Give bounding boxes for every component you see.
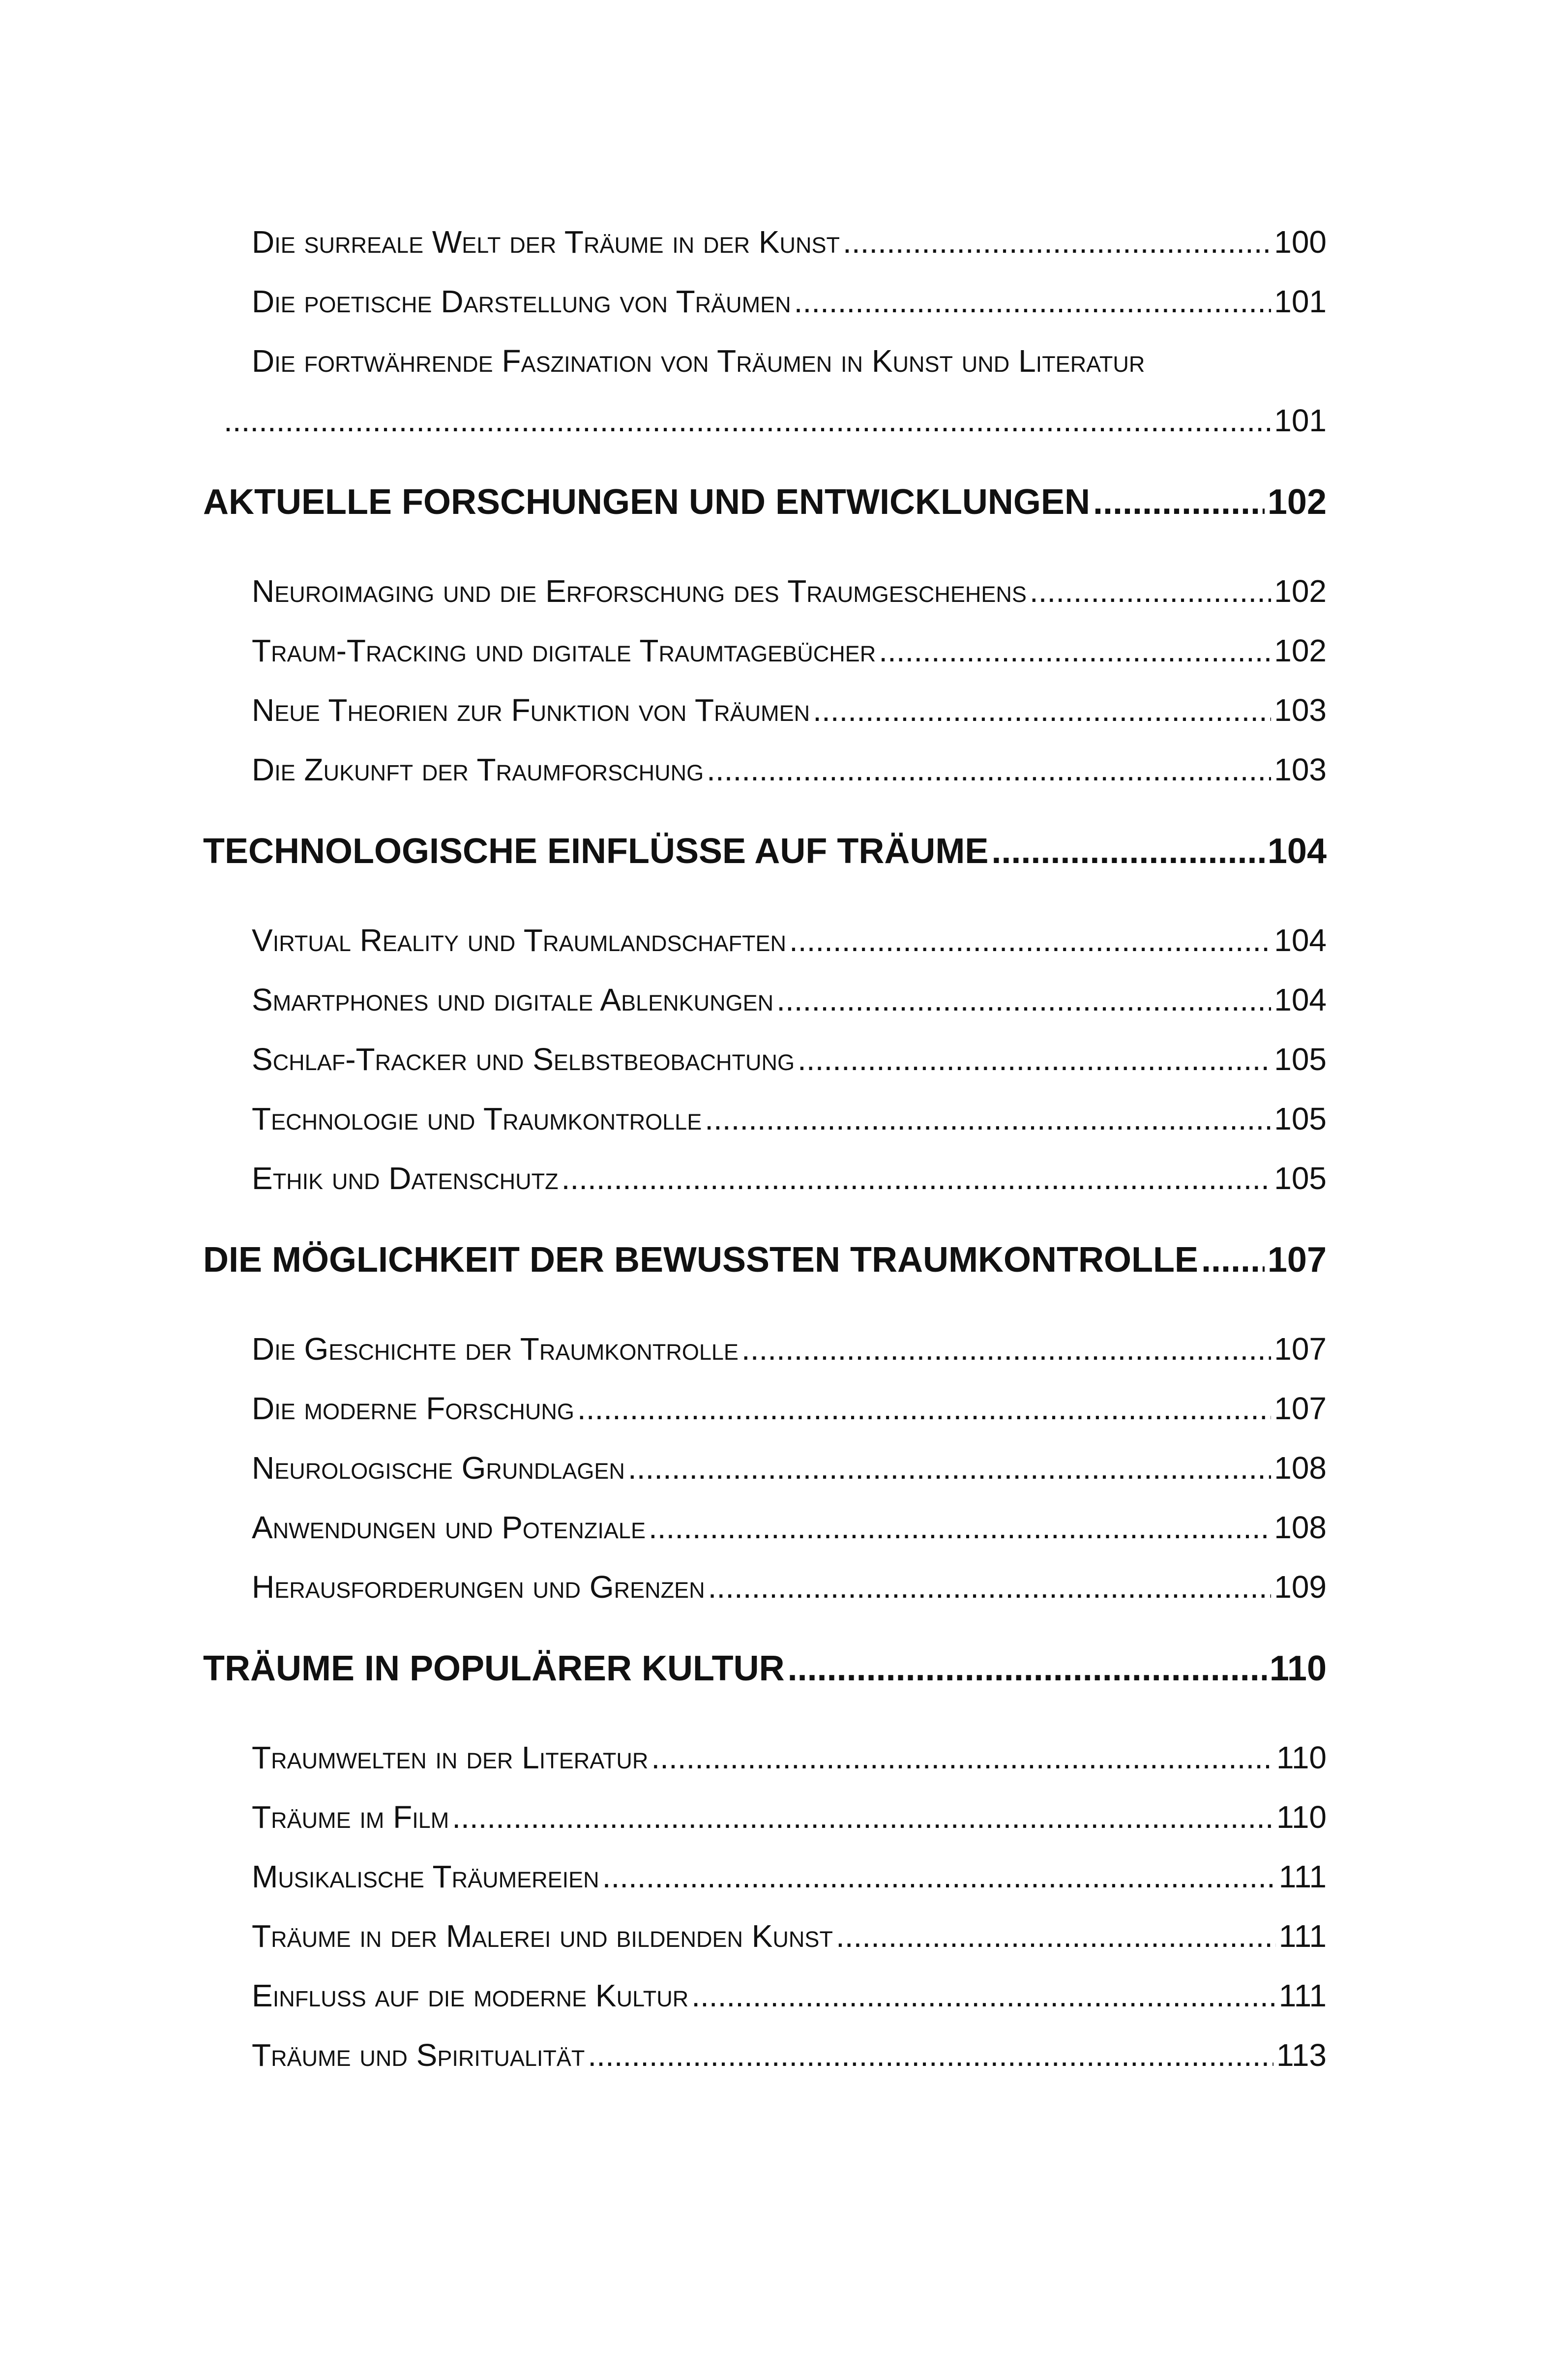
toc-entry[interactable] — [252, 632, 1327, 669]
dot-leader — [794, 283, 1272, 320]
toc-entry[interactable] — [252, 1858, 1327, 1895]
toc-chapter-page: 104 — [1267, 832, 1327, 871]
dot-leader — [651, 1739, 1273, 1776]
toc-entry-page: 109 — [1274, 1569, 1327, 1605]
toc-entry[interactable] — [252, 751, 1327, 788]
toc-entry-title: Schlaf-Tracker und Selbstbeobachtung — [252, 1042, 795, 1077]
toc-entry-page: 108 — [1274, 1510, 1327, 1545]
toc-entry[interactable] — [252, 692, 1327, 728]
toc-entry[interactable] — [252, 1799, 1327, 1835]
toc-entry[interactable] — [252, 1331, 1327, 1367]
dot-leader — [798, 1041, 1271, 1077]
toc-chapter[interactable] — [203, 482, 1327, 522]
toc-entry-title: Die moderne Forschung — [252, 1391, 574, 1426]
toc-entry[interactable] — [224, 402, 1327, 439]
toc-entry-title: Musikalische Träumereien — [252, 1859, 599, 1894]
toc-entry-page: 110 — [1276, 1799, 1327, 1835]
dot-leader — [776, 982, 1271, 1018]
toc-chapter-page: 110 — [1269, 1649, 1327, 1688]
toc-entry-page: 103 — [1274, 692, 1327, 728]
toc-chapter-title: DIE MÖGLICHKEIT DER BEWUSSTEN TRAUMKONTROLLE — [203, 1240, 1198, 1280]
toc-entry-page: 113 — [1276, 2037, 1327, 2073]
toc-entry-page: 110 — [1276, 1740, 1327, 1775]
toc-entry-title: Die poetische Darstellung von Träumen — [252, 284, 791, 319]
toc-entry[interactable] — [252, 1101, 1327, 1137]
toc-entry-page: 108 — [1274, 1450, 1327, 1486]
dot-leader — [452, 1799, 1273, 1835]
toc-chapter-title: AKTUELLE FORSCHUNGEN UND ENTWICKLUNGEN — [203, 482, 1090, 522]
toc-entry-page: 104 — [1274, 982, 1327, 1017]
toc-chapter-title: TECHNOLOGISCHE EINFLÜSSE AUF TRÄUME — [203, 832, 989, 871]
dot-leader — [588, 2037, 1273, 2073]
toc-chapter[interactable] — [203, 831, 1327, 871]
toc-entry-title: Neue Theorien zur Funktion von Träumen — [252, 692, 810, 728]
toc-entry-title: Die Geschichte der Traumkontrolle — [252, 1331, 739, 1367]
toc-entry-title: Träume in der Malerei und bildenden Kunst — [252, 1918, 833, 1954]
toc-entry-title: Smartphones und digitale Ablenkungen — [252, 982, 774, 1017]
toc-entry[interactable] — [252, 982, 1327, 1018]
toc-entry-page: 102 — [1274, 633, 1327, 668]
toc-entry-title: Neuroimaging und die Erforschung des Traumgeschehens — [252, 573, 1027, 609]
toc-entry-title: Einfluss auf die moderne Kultur — [252, 1978, 689, 2013]
dot-leader — [691, 1977, 1275, 2014]
toc-entry-title: Traumwelten in der Literatur — [252, 1740, 649, 1775]
toc-entry[interactable] — [252, 1450, 1327, 1486]
toc-entry-page: 107 — [1274, 1391, 1327, 1426]
toc-entry-page: 105 — [1274, 1042, 1327, 1077]
dot-leader — [705, 1101, 1271, 1137]
toc-entry-title: Die surreale Welt der Träume in der Kunst — [252, 224, 840, 260]
toc-entry-title[interactable]: Die fortwährende Faszination von Träumen in Kunst und Literatur — [252, 343, 1145, 379]
toc-entry[interactable] — [252, 1390, 1327, 1427]
toc-entry[interactable] — [252, 1977, 1327, 2014]
toc-entry-title: Herausforderungen und Grenzen — [252, 1569, 705, 1605]
dot-leader — [1030, 573, 1271, 609]
toc-entry[interactable] — [252, 283, 1327, 320]
dot-leader — [813, 692, 1271, 728]
toc-entry[interactable] — [252, 224, 1327, 260]
toc-entry-page: 105 — [1274, 1101, 1327, 1136]
dot-leader — [843, 224, 1271, 260]
dot-leader — [789, 922, 1271, 958]
toc-entry[interactable] — [252, 1160, 1327, 1196]
dot-leader — [649, 1509, 1271, 1546]
toc-entry-page: 102 — [1274, 573, 1327, 609]
toc-entry-page: 111 — [1278, 1918, 1327, 1954]
dot-leader — [628, 1450, 1271, 1486]
dot-leader — [602, 1858, 1276, 1895]
toc-entry[interactable] — [252, 1041, 1327, 1077]
toc-entry-page: 101 — [1274, 403, 1327, 438]
toc-entry-title: Technologie und Traumkontrolle — [252, 1101, 702, 1136]
toc-entry[interactable] — [252, 1509, 1327, 1546]
toc-entry-title: Virtual Reality und Traumlandschaften — [252, 923, 786, 958]
toc-entry-page: 101 — [1274, 284, 1327, 319]
toc-entry[interactable] — [252, 1918, 1327, 1954]
toc-entry-page: 100 — [1274, 224, 1327, 260]
dot-leader — [577, 1390, 1271, 1427]
toc-chapter-title: TRÄUME IN POPULÄRER KULTUR — [203, 1649, 785, 1688]
dot-leader — [1093, 482, 1265, 522]
toc-entry[interactable] — [252, 922, 1327, 958]
toc-entry[interactable] — [252, 573, 1327, 609]
toc-chapter[interactable] — [203, 1648, 1327, 1689]
toc-entry-page: 104 — [1274, 923, 1327, 958]
dot-leader — [991, 831, 1265, 871]
toc-chapter[interactable] — [203, 1240, 1327, 1280]
dot-leader — [562, 1160, 1272, 1196]
toc-entry-title: Neurologische Grundlagen — [252, 1450, 625, 1486]
toc-entry[interactable] — [252, 1739, 1327, 1776]
dot-leader — [707, 751, 1271, 788]
toc-chapter-page: 107 — [1267, 1240, 1327, 1280]
toc-entry-page: 111 — [1278, 1978, 1327, 2013]
toc-chapter-page: 102 — [1267, 482, 1327, 522]
dot-leader — [836, 1918, 1276, 1954]
toc-entry-title: Träume und Spiritualität — [252, 2037, 585, 2073]
dot-leader — [879, 632, 1271, 669]
dot-leader — [708, 1569, 1272, 1605]
toc-entry-title: Die Zukunft der Traumforschung — [252, 752, 704, 787]
dot-leader — [1201, 1240, 1265, 1280]
toc-entry-title: Träume im Film — [252, 1799, 449, 1835]
toc-entry-page: 111 — [1278, 1859, 1327, 1894]
toc-entry-title: Traum-Tracking und digitale Traumtagebücher — [252, 633, 876, 668]
toc-entry[interactable] — [252, 2037, 1327, 2073]
toc-entry-title: Ethik und Datenschutz — [252, 1161, 559, 1196]
toc-entry-title: Anwendungen und Potenziale — [252, 1510, 646, 1545]
toc-entry-page: 107 — [1274, 1331, 1327, 1367]
toc-entry-page: 103 — [1274, 752, 1327, 787]
toc-entry-page: 105 — [1274, 1161, 1327, 1196]
dot-leader — [224, 402, 1271, 439]
dot-leader — [741, 1331, 1271, 1367]
toc-entry[interactable] — [252, 1569, 1327, 1605]
dot-leader — [788, 1648, 1267, 1689]
